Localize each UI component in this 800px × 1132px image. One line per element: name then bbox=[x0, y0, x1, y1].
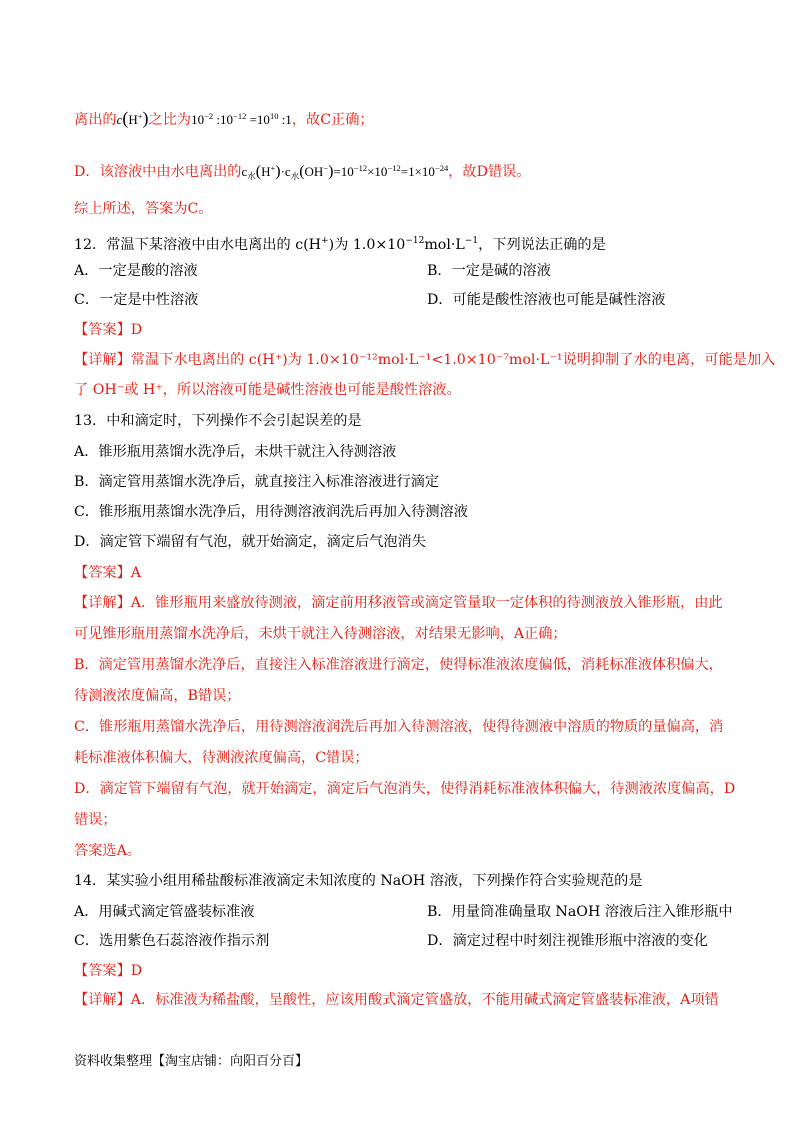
question-12-detail-1: 【详解】常温下水电离出的 c(H⁺)为 1.0×10⁻¹²mol·L⁻¹<1.0×10⁻⁷mol·L⁻¹说明抑制了水的电离，可能是加入 bbox=[74, 352, 776, 368]
option-b: B．用量筒准确量取 NaOH 溶液后注入锥形瓶中 bbox=[427, 904, 733, 920]
text: ，下列说法正确的是 bbox=[478, 237, 606, 253]
text: 之比为 bbox=[148, 112, 192, 128]
text: D．该溶液中由水电离出的 bbox=[74, 164, 242, 180]
formula-c-h: c(H+) bbox=[116, 108, 149, 128]
option-d: D．滴定过程中时刻注视锥形瓶中溶液的变化 bbox=[427, 933, 708, 949]
question-13-answer: 【答案】A bbox=[74, 565, 141, 581]
question-13-detail-2: 可见锥形瓶用蒸馏水洗净后，未烘干就注入待测溶液，对结果无影响，A正确； bbox=[74, 626, 567, 642]
question-13-option-d: D．滴定管下端留有气泡，就开始滴定，滴定后气泡消失 bbox=[74, 534, 426, 550]
formula-product: $c_水(H^+)\cdot c_水(OH^-)=10^{-12}\times 10^{-12}=1\times 10^{-24}$ bbox=[241, 163, 449, 181]
formula-ratio: $10^{-2}$ $:10^{-12} =10^{10}$ :1 bbox=[191, 111, 292, 127]
question-13-option-a: A．锥形瓶用蒸馏水洗净后，未烘干就注入待测溶液 bbox=[74, 444, 397, 460]
text: −1 bbox=[464, 236, 479, 246]
question-13-detail-4: 待测液浓度偏高，B错误； bbox=[74, 688, 241, 704]
question-14-answer: 【答案】D bbox=[74, 963, 143, 979]
question-12-detail-2: 了 OH⁻或 H⁺，所以溶液可能是碱性溶液也可能是酸性溶液。 bbox=[74, 382, 461, 398]
question-12-options-row-1 bbox=[74, 261, 551, 281]
question-13-detail-1: 【详解】A．锥形瓶用来盛放待测液，滴定前用移液管或滴定管量取一定体积的待测液放入锥形瓶，由此 bbox=[74, 595, 723, 611]
solution-11-d-line bbox=[74, 158, 531, 186]
text: 12．常温下某溶液中由水电离出的 c(H bbox=[74, 237, 322, 253]
option-d: D．可能是酸性溶液也可能是碱性溶液 bbox=[427, 292, 666, 308]
option-c: C．一定是中性溶液 bbox=[74, 292, 199, 308]
question-13-option-c: C．锥形瓶用蒸馏水洗净后，用待测溶液润洗后再加入待测溶液 bbox=[74, 504, 468, 520]
question-13-detail-6: 耗标准液体积偏大，待测液浓度偏高，C错误； bbox=[74, 750, 369, 766]
option-c: C．选用紫色石蕊溶液作指示剂 bbox=[74, 933, 270, 949]
question-13-stem: 13．中和滴定时，下列操作不会引起误差的是 bbox=[74, 413, 362, 429]
text: ，故C正确； bbox=[291, 112, 374, 128]
question-14-detail-1: 【详解】A．标准液为稀盐酸，呈酸性，应该用酸式滴定管盛放，不能用碱式滴定管盛装标准液，A项错 bbox=[74, 992, 719, 1008]
question-13-detail-3: B．滴定管用蒸馏水洗净后，直接注入标准溶液进行滴定，使得标准液浓度偏低，消耗标准液体积偏大， bbox=[74, 657, 723, 673]
page-footer: 资料收集整理【淘宝店铺：向阳百分百】 bbox=[74, 1054, 309, 1069]
text: −12 bbox=[405, 236, 425, 246]
question-14-options-row-1 bbox=[74, 902, 733, 922]
option-a: A．一定是酸的溶液 bbox=[74, 263, 198, 279]
question-12-answer: 【答案】D bbox=[74, 322, 143, 338]
question-13-detail-7: D．滴定管下端留有气泡，就开始滴定，滴定后气泡消失，使得消耗标准液体积偏大，待测液浓度偏高，D bbox=[74, 781, 736, 797]
question-12-stem: 12．常温下某溶液中由水电离出的 c(H+)为 $1.0\times 10^{-12}mol\cdot L^{-1}$，下列说法正确的是 bbox=[74, 236, 606, 253]
option-b: B．一定是碱的溶液 bbox=[427, 263, 551, 279]
text: ，故D错误。 bbox=[448, 164, 531, 180]
solution-11-c-line bbox=[74, 106, 374, 130]
question-13-detail-8: 错误； bbox=[74, 812, 117, 828]
solution-11-summary: 综上所述，答案为C。 bbox=[74, 201, 213, 217]
question-14-stem: 14．某实验小组用稀盐酸标准液滴定未知浓度的 NaOH 溶液，下列操作符合实验规范的是 bbox=[74, 873, 643, 889]
option-a: A．用碱式滴定管盛装标准液 bbox=[74, 904, 255, 920]
text: )为 1.0×10 bbox=[328, 237, 406, 253]
text: 离出的 bbox=[74, 112, 117, 128]
question-13-option-b: B．滴定管用蒸馏水洗净后，就直接注入标准溶液进行滴定 bbox=[74, 474, 440, 490]
question-13-detail-9: 答案选A。 bbox=[74, 843, 141, 859]
question-13-detail-5: C．锥形瓶用蒸馏水洗净后，用待测溶液润洗后再加入待测溶液，使得待测液中溶质的物质的量偏高，消 bbox=[74, 719, 724, 735]
question-14-options-row-2 bbox=[74, 931, 708, 951]
text: mol·L bbox=[424, 237, 465, 253]
question-12-options-row-2 bbox=[74, 290, 666, 310]
